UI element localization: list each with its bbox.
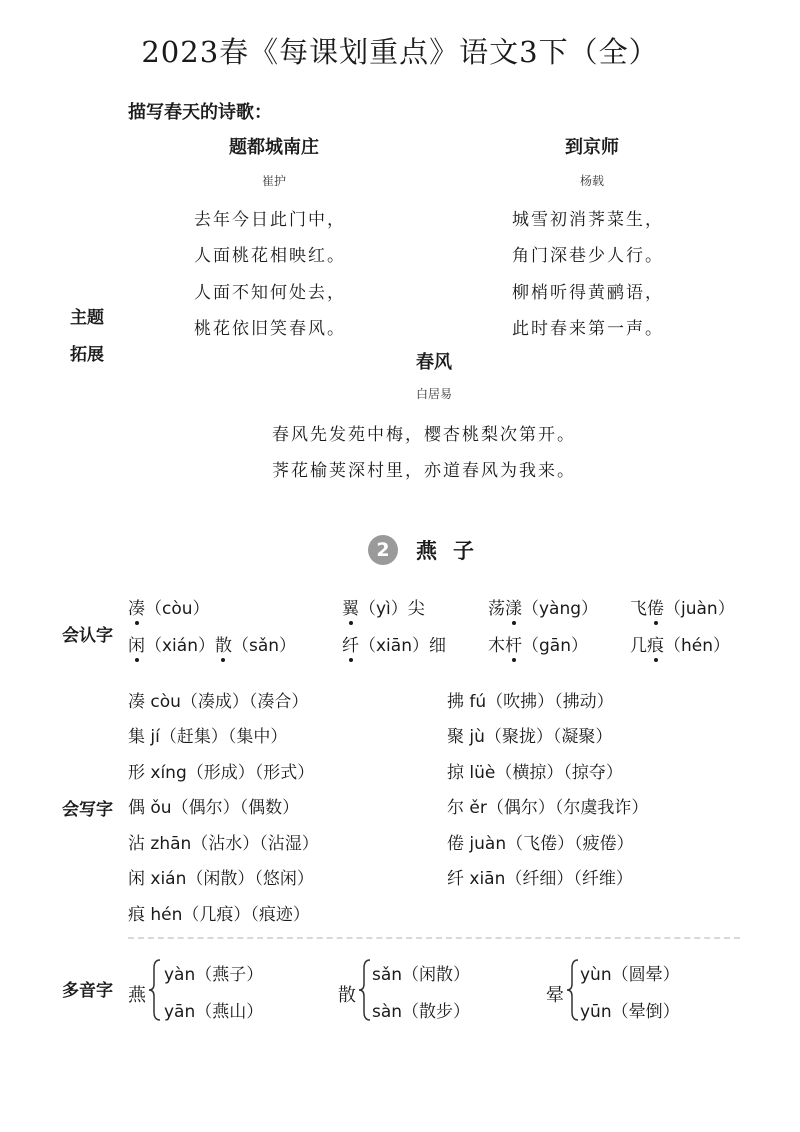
poem-line: 此时春来第一声。 [512,319,664,339]
poem-line: 去年今日此门中， [194,210,346,230]
polyphonic-reading: yūn（晕倒） [580,1002,680,1022]
recognize-prefix: 荡 [488,599,505,619]
poem-line: 桃花依旧笑春风。 [194,319,346,339]
document-title: 2023春《每课划重点》语文3下（全） [141,35,659,69]
theme-label-line2: 拓展 [70,345,104,365]
polyphonic-reading: sàn（散步） [372,1002,471,1022]
recognize-pinyin: （gān） [522,636,588,656]
recognize-item [128,594,210,619]
write-entry: 偶 ǒu（偶尔）（偶数） [128,798,300,818]
recognize-item [630,631,730,656]
write-entry: 闲 xián（闲散）（悠闲） [128,869,314,889]
recognize-pinyin: （yì）尖 [359,599,425,619]
recognize-prefix: 飞 [630,599,647,619]
recognize-char: 痕 [647,636,664,656]
recognize-prefix: 几 [630,636,647,656]
lesson-heading [368,535,490,565]
recognize-char: 凑 [128,599,145,619]
polyphonic-char: 散 [338,985,356,1006]
write-entry: 尔 ěr（偶尔）（尔虞我诈） [447,798,649,818]
polyphonic-reading: sǎn（闲散） [372,965,471,985]
write-entry: 纤 xiān（纤细）（纤维） [447,869,633,889]
poem-line: 春风先发苑中梅，樱杏桃梨次第开。 [272,425,576,445]
poem-line: 人面桃花相映红。 [194,246,346,266]
recognize-item [128,631,296,656]
poem-line: 城雪初消荠菜生， [512,210,664,230]
recognize-pinyin: （còu） [145,599,210,619]
recognize-pinyin: （hén） [664,636,731,656]
recognize-item [342,631,446,656]
recognize-pinyin: （yàng） [522,599,599,619]
write-label: 会写字 [62,800,113,820]
theme-label-line1: 主题 [70,308,104,328]
recognize-char: 漾 [505,599,522,619]
poem-intro: 描写春天的诗歌： [128,102,272,123]
recognize-pinyin: （xián） [145,636,215,656]
poem-author: 杨载 [579,174,604,188]
poem-author: 崔护 [261,174,286,188]
write-entry: 集 jí（赶集）（集中） [128,727,288,747]
polyphonic-reading: yàn（燕子） [164,965,264,985]
recognize-char: 倦 [647,599,664,619]
poem-title: 到京师 [565,137,619,158]
recognize-pinyin: （juàn） [664,599,735,619]
recognize-item [342,594,425,619]
write-entry: 倦 juàn（飞倦）（疲倦） [447,834,634,854]
write-entry: 凑 còu（凑成）（凑合） [128,692,309,712]
recognize-pinyin: （xiān）细 [359,636,446,656]
poem-line: 角门深巷少人行。 [512,246,664,266]
recognize-char: 闲 [128,636,145,656]
write-entry: 聚 jù（聚拢）（凝聚） [447,727,613,747]
write-entry: 痕 hén（几痕）（痕迹） [128,905,310,925]
polyphonic-char: 燕 [128,985,146,1006]
poem-title: 题都城南庄 [229,137,319,158]
write-entry: 拂 fú（吹拂）（拂动） [447,692,614,712]
brace-icon [148,958,162,1022]
polyphonic-label: 多音字 [62,981,113,1001]
write-entry: 沾 zhān（沾水）（沾湿） [128,834,319,854]
recognize-char: 散 [214,636,232,656]
polyphonic-char: 晕 [546,985,564,1006]
recognize-char: 杆 [505,636,522,656]
lesson-title: 燕子 [416,539,490,563]
recognize-pinyin: （sǎn） [231,636,297,656]
recognize-item [488,631,588,656]
poem-author: 白居易 [415,387,452,401]
poem-title: 春风 [416,352,452,373]
brace-icon [358,958,372,1022]
recognize-prefix: 木 [488,636,505,656]
recognize-item [630,594,735,619]
polyphonic-reading: yān（燕山） [164,1002,264,1022]
write-entry: 形 xíng（形成）（形式） [128,763,315,783]
write-entry: 掠 lüè（横掠）（掠夺） [447,763,623,783]
recognize-char: 纤 [342,636,359,656]
poem-line: 柳梢听得黄鹂语， [512,283,664,303]
recognize-item [488,594,598,619]
polyphonic-reading: yùn（圆晕） [580,965,680,985]
recognize-char: 翼 [342,599,359,619]
poem-line: 人面不知何处去， [194,283,346,303]
poem-line: 荠花榆荚深村里，亦道春风为我来。 [272,461,576,481]
recognize-label: 会认字 [62,626,113,646]
brace-icon [566,958,580,1022]
section-divider [128,937,740,939]
lesson-number-badge: 2 [368,535,398,565]
